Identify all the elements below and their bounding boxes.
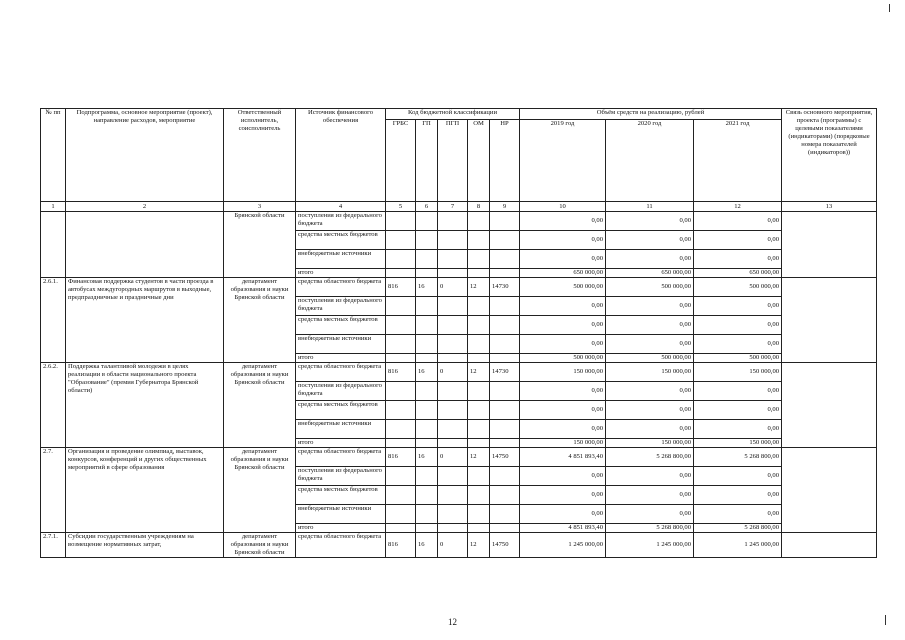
value-cell: 0,00 [694,250,782,269]
table-row [41,533,877,558]
source-cell: средства областного бюджета [296,363,386,382]
col-num: 13 [782,202,877,212]
source-cell: средства местных бюджетов [296,486,386,505]
source-cell: внебюджетные источники [296,420,386,439]
value-cell: 4 851 893,40 [520,448,606,467]
hdr-num: № пп [41,109,66,202]
responsible-cell: департамент образования и науки Брянской области [224,533,296,558]
code-gp: 16 [416,363,438,382]
source-cell: внебюджетные источники [296,505,386,524]
value-cell: 0,00 [520,212,606,231]
total-cell: 500 000,00 [606,354,694,363]
total-cell: 150 000,00 [606,439,694,448]
value-cell: 0,00 [694,467,782,486]
col-num: 12 [694,202,782,212]
source-cell: средства местных бюджетов [296,316,386,335]
value-cell: 0,00 [694,420,782,439]
value-cell: 0,00 [606,420,694,439]
value-cell: 0,00 [520,382,606,401]
code-gp: 16 [416,278,438,297]
column-numbers-row [41,202,877,212]
value-cell: 0,00 [694,316,782,335]
hdr-2021: 2021 год [694,120,782,202]
total-cell: 5 268 800,00 [694,524,782,533]
total-cell: 650 000,00 [694,269,782,278]
measure-name: Финансовая поддержка студентов в части проезда в автобусах междугородных маршрутов в выходные, предпраздничные и праздничные дни [66,278,224,363]
total-cell: 500 000,00 [520,354,606,363]
source-cell: средства областного бюджета [296,448,386,467]
value-cell: 0,00 [520,486,606,505]
value-cell: 0,00 [606,231,694,250]
col-num: 2 [66,202,224,212]
value-cell: 0,00 [694,297,782,316]
value-cell: 0,00 [520,401,606,420]
table-row [41,363,877,382]
row-number: 2.6.2. [41,363,66,448]
responsible-cell: Брянской области [224,212,296,278]
code-gp: 16 [416,448,438,467]
value-cell: 150 000,00 [606,363,694,382]
hdr-2020: 2020 год [606,120,694,202]
source-cell: средства местных бюджетов [296,231,386,250]
code-pgp: 0 [438,278,468,297]
measure-name: Поддержка талантливой молодежи в целях реализации в области национального проекта "Образование" (премия Губернатора Брянской области) [66,363,224,448]
col-num: 9 [490,202,520,212]
total-cell: 150 000,00 [694,439,782,448]
hdr-link: Связь основного мероприятия, проекта (программы) с целевыми показателями (индикаторами) (порядковые номера показателей (индикаторов)) [782,109,877,202]
value-cell: 0,00 [606,335,694,354]
value-cell: 0,00 [694,486,782,505]
value-cell: 0,00 [520,250,606,269]
value-cell: 0,00 [606,382,694,401]
source-cell: поступления из федерального бюджета [296,382,386,401]
code-grbs: 816 [386,533,416,558]
value-cell: 0,00 [520,505,606,524]
source-cell: поступления из федерального бюджета [296,212,386,231]
source-cell: внебюджетные источники [296,250,386,269]
value-cell: 0,00 [520,231,606,250]
responsible-cell: департамент образования и науки Брянской области [224,448,296,533]
value-cell: 0,00 [606,467,694,486]
row-number: 2.6.1. [41,278,66,363]
source-cell: средства областного бюджета [296,278,386,297]
value-cell: 1 245 000,00 [606,533,694,558]
value-cell: 0,00 [520,335,606,354]
hdr-source: Источник финансового обеспечения [296,109,386,202]
value-cell: 0,00 [694,382,782,401]
source-cell: итого [296,524,386,533]
value-cell: 500 000,00 [520,278,606,297]
value-cell: 5 268 800,00 [606,448,694,467]
col-num: 10 [520,202,606,212]
value-cell: 0,00 [606,505,694,524]
col-num: 6 [416,202,438,212]
hdr-subprogram: Подпрограмма, основное мероприятие (проект), направление расходов, мероприятие [66,109,224,202]
total-cell: 5 268 800,00 [606,524,694,533]
code-pgp: 0 [438,448,468,467]
code-grbs: 816 [386,278,416,297]
total-cell: 650 000,00 [606,269,694,278]
code-om: 12 [468,363,490,382]
col-num: 1 [41,202,66,212]
source-cell: итого [296,439,386,448]
source-cell: поступления из федерального бюджета [296,467,386,486]
code-gp: 16 [416,533,438,558]
scan-mark [889,4,890,12]
value-cell: 500 000,00 [694,278,782,297]
table-row [41,448,877,467]
code-pgp: 0 [438,363,468,382]
value-cell: 0,00 [520,297,606,316]
col-num: 11 [606,202,694,212]
source-cell: средства областного бюджета [296,533,386,558]
hdr-om: ОМ [468,120,490,202]
value-cell: 150 000,00 [520,363,606,382]
code-pgp: 0 [438,533,468,558]
total-cell: 4 851 893,40 [520,524,606,533]
code-grbs: 816 [386,363,416,382]
measure-name: Субсидии государственным учреждениям на возмещение нормативных затрат, [66,533,224,558]
value-cell: 0,00 [694,401,782,420]
value-cell: 0,00 [694,231,782,250]
hdr-pgp: ПГП [438,120,468,202]
col-num: 7 [438,202,468,212]
col-num: 4 [296,202,386,212]
value-cell: 150 000,00 [694,363,782,382]
value-cell: 0,00 [606,250,694,269]
code-nr: 14730 [490,363,520,382]
source-cell: поступления из федерального бюджета [296,297,386,316]
hdr-nr: НР [490,120,520,202]
value-cell: 0,00 [694,335,782,354]
value-cell: 0,00 [694,505,782,524]
hdr-volume: Объём средств на реализацию, рублей [520,109,782,120]
code-nr: 14750 [490,533,520,558]
code-om: 12 [468,448,490,467]
budget-table [40,108,877,558]
code-om: 12 [468,533,490,558]
hdr-responsible: Ответственный исполнитель, соисполнитель [224,109,296,202]
col-num: 3 [224,202,296,212]
source-cell: итого [296,269,386,278]
table-row [41,278,877,297]
hdr-gp: ГП [416,120,438,202]
responsible-cell: департамент образования и науки Брянской области [224,363,296,448]
value-cell: 1 245 000,00 [694,533,782,558]
col-num: 5 [386,202,416,212]
total-cell: 500 000,00 [694,354,782,363]
measure-name: Организация и проведение олимпиад, выставок, конкурсов, конференций и других общественных мероприятий в сфере образования [66,448,224,533]
hdr-kbk: Код бюджетной классификации [386,109,520,120]
hdr-2019: 2019 год [520,120,606,202]
value-cell: 0,00 [606,316,694,335]
source-cell: итого [296,354,386,363]
total-cell: 650 000,00 [520,269,606,278]
hdr-grbs: ГРБС [386,120,416,202]
page-number: 12 [448,617,457,627]
table-row [41,212,877,231]
value-cell: 0,00 [520,467,606,486]
value-cell: 0,00 [606,212,694,231]
value-cell: 0,00 [694,212,782,231]
value-cell: 0,00 [520,316,606,335]
code-nr: 14750 [490,448,520,467]
value-cell: 1 245 000,00 [520,533,606,558]
value-cell: 0,00 [606,486,694,505]
value-cell: 5 268 800,00 [694,448,782,467]
source-cell: средства местных бюджетов [296,401,386,420]
row-number: 2.7.1. [41,533,66,558]
code-nr: 14730 [490,278,520,297]
responsible-cell: департамент образования и науки Брянской области [224,278,296,363]
value-cell: 0,00 [606,297,694,316]
value-cell: 0,00 [606,401,694,420]
code-om: 12 [468,278,490,297]
col-num: 8 [468,202,490,212]
scan-mark [885,615,886,625]
code-grbs: 816 [386,448,416,467]
value-cell: 0,00 [520,420,606,439]
source-cell: внебюджетные источники [296,335,386,354]
total-cell: 150 000,00 [520,439,606,448]
value-cell: 500 000,00 [606,278,694,297]
row-number: 2.7. [41,448,66,533]
